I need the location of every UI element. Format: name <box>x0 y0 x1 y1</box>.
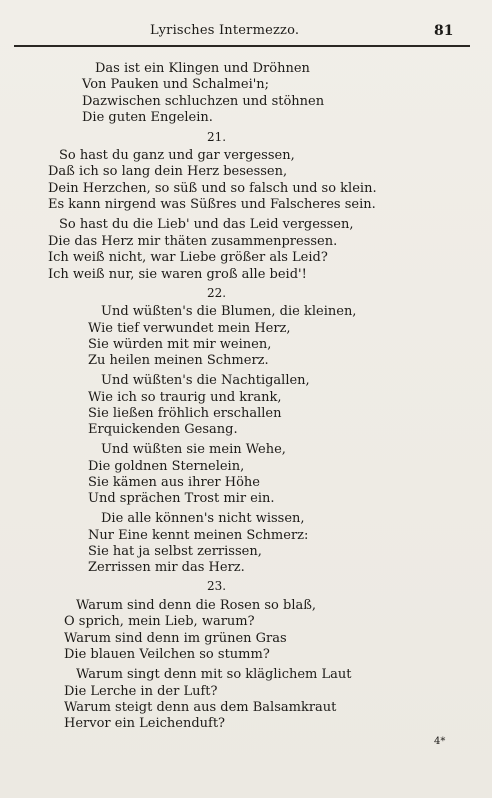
verse-line: O sprich, mein Lieb, warum? <box>64 614 255 629</box>
verse-line: Daß ich so lang dein Herz besessen, <box>48 164 288 179</box>
verse-line: Zerrissen mir das Herz. <box>88 560 245 575</box>
verse-line: Und sprächen Trost mir ein. <box>88 491 275 506</box>
running-title: Lyrisches Intermezzo. <box>150 23 300 38</box>
poem-number: 23. <box>207 579 227 593</box>
verse-line: Von Pauken und Schalmei'n; <box>82 77 270 92</box>
verse-line: Die Lerche in der Luft? <box>64 684 218 699</box>
verse-line: Dazwischen schluchzen und stöhnen <box>82 94 325 109</box>
verse-line: Sie würden mit mir weinen, <box>88 337 272 352</box>
verse-line: So hast du die Lieb' und das Leid vergessen, <box>59 217 354 232</box>
poem-number: 21. <box>207 130 227 144</box>
verse-line: Warum sind denn die Rosen so blaß, <box>76 598 317 613</box>
verse-line: Nur Eine kennt meinen Schmerz: <box>88 528 309 543</box>
verse-line: Wie tief verwundet mein Herz, <box>88 321 291 336</box>
verse-line: Warum singt denn mit so kläglichem Laut <box>76 667 352 682</box>
verse-line: Dein Herzchen, so süß und so falsch und so klein. <box>48 181 377 196</box>
poem-number: 22. <box>207 286 227 300</box>
verse-line: Das ist ein Klingen und Dröhnen <box>95 61 310 76</box>
verse-line: Sie kämen aus ihrer Höhe <box>88 475 260 490</box>
page-number: 81 <box>434 23 454 39</box>
verse-line: Und wüßten's die Blumen, die kleinen, <box>101 304 357 319</box>
verse-line: Sie ließen fröhlich erschallen <box>88 406 282 421</box>
verse-line: Und wüßten's die Nachtigallen, <box>101 373 310 388</box>
verse-line: Und wüßten sie mein Wehe, <box>101 442 286 457</box>
verse-line: Die alle können's nicht wissen, <box>101 511 305 526</box>
verse-line: So hast du ganz und gar vergessen, <box>59 148 295 163</box>
verse-line: Die blauen Veilchen so stumm? <box>64 647 270 662</box>
verse-line: Die guten Engelein. <box>82 110 213 125</box>
verse-line: Wie ich so traurig und krank, <box>88 390 282 405</box>
verse-line: Warum steigt denn aus dem Balsamkraut <box>64 700 337 715</box>
verse-line: Es kann nirgend was Süßres und Falscheres sein. <box>48 197 376 212</box>
verse-line: Ich weiß nicht, war Liebe größer als Leid? <box>48 250 328 265</box>
verse-line: Erquickenden Gesang. <box>88 422 238 437</box>
verse-line: Die goldnen Sternelein, <box>88 459 245 474</box>
verse-line: Ich weiß nur, sie waren groß alle beid'! <box>48 267 307 282</box>
verse-line: Sie hat ja selbst zerrissen, <box>88 544 262 559</box>
signature-mark: 4* <box>434 736 446 747</box>
verse-line: Zu heilen meinen Schmerz. <box>88 353 269 368</box>
verse-line: Die das Herz mir thäten zusammenpressen. <box>48 234 338 249</box>
verse-line: Warum sind denn im grünen Gras <box>64 631 287 646</box>
verse-line: Hervor ein Leichenduft? <box>64 716 226 731</box>
